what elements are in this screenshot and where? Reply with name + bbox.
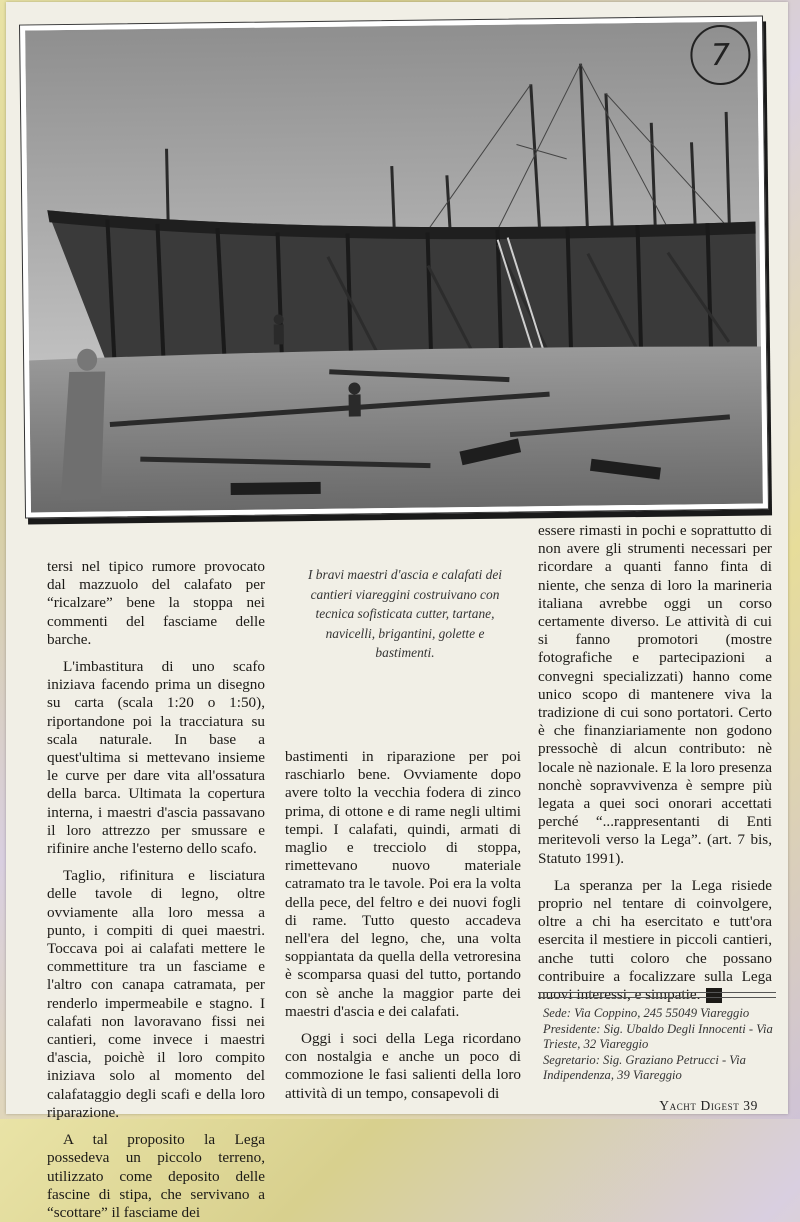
paragraph: L'imbastitura di uno scafo iniziava facendo prima un disegno su carta (scala 1:20 o 1:50), riportandone poi la tracciatura su scala naturale. In base a quest'ultima si mettevano insieme le curve per dare vita all'ossatura della barca. Ultimata la copertura interna, i maestri d'ascia passavano il loro attrezzo per smussare e rifinire anche l'esterno dello scafo. (47, 658, 265, 858)
article-column-1 (47, 558, 265, 1222)
info-presidente: Presidente: Sig. Ubaldo Degli Innocenti - Via Trieste, 32 Viareggio (543, 1021, 773, 1051)
info-separator (538, 992, 776, 998)
magazine-page (6, 2, 788, 1221)
paragraph: essere rimasti in pochi e soprattutto di non avere gli strumenti necessari per ricordare a quanti fanno finta di niente, che senza di loro la marineria italiana avrebbe oggi un corso certamente diverso. Le attività di cui si fanno promotori (mostre fotografiche e partecipazioni a convegni specializzati) hanno come unico scopo di mantenere viva la tradizione di cui sono portatori. Certo è che finanziariamente non godono pressochè di alcun contributo: nè locale nè nazionale. E la loro presenza nonchè sopravvivenza è sempre più legata a quei soci onorari accettati perché “...rappresentanti di Enti meritevoli verso la Lega”. (art. 7 bis, Statuto 1991). (538, 522, 772, 867)
article-column-3 (538, 522, 772, 1004)
info-sede: Sede: Via Coppino, 245 55049 Viareggio (543, 1006, 750, 1020)
article-column-2 (285, 748, 521, 1103)
info-segretario: Segretario: Sig. Graziano Petrucci - Via Indipendenza, 39 Viareggio (543, 1052, 746, 1082)
photo-caption: I bravi maestri d'ascia e calafati dei cantieri viareggini costruivano con tecnica sofisticata cutter, tartane, navicelli, brigantini, golette e bastimenti. (307, 567, 503, 660)
paragraph: Oggi i soci della Lega ricordano con nostalgia e anche un poco di commozione le fasi salienti della loro attività di un tempo, consapevoli di (285, 1030, 521, 1102)
paragraph-text: La speranza per la Lega risiede proprio nel tentare di coinvolgere, oltre a chi ha esercitato e tutt'ora esercita il mestiere in piccoli cantieri, anche tutti coloro che possano contribuire a focalizzare sulla Lega nuovi interessi, e simpatie. (538, 876, 772, 1004)
paragraph: tersi nel tipico rumore provocato dal mazzuolo del calafato per “ricalzare” bene la stoppa nei commenti del fasciame delle barche. (47, 558, 265, 648)
anchor-end-icon: ⚓ (706, 988, 722, 1003)
association-info (543, 1006, 779, 1084)
page-footer: Yacht Digest 39 (659, 1098, 758, 1113)
paragraph: Taglio, rifinitura e lisciatura delle tavole di legno, oltre ovviamente alla loro messa a punto, i compiti di quei maestri. Toccava poi ai calafati mettere le commettiture tra un fasciame e l'altro con canapa catramata, per renderlo impermeabile e stagno. I calafati non lavoravano fissi nei cantieri, come invece i maestri d'ascia, poichè il loro compito iniziava solo al momento del calafataggio degli scafi e della loro riparazione. (47, 867, 265, 1121)
paragraph: A tal proposito la Lega possedeva un piccolo terreno, utilizzato come deposito delle fascine di stipa, che servivano a “scottare” il fasciame dei (47, 1131, 265, 1221)
paragraph (538, 877, 772, 1004)
shipyard-photo-image (25, 22, 763, 513)
shipyard-photo (19, 15, 769, 518)
paragraph: bastimenti in riparazione per poi raschiarlo bene. Ovviamente dopo avere tolto la vecchia fodera di zinco prima, di ottone e di rame negli ultimi tempi. I calafati, quindi, armati di maglio e trecciolo di stoppa, rimettevano nuovo materiale catramato tra le tavole. Poi era la volta della pece, del feltro e dei nuovi fogli di rame. Tutto questo accadeva nell'era del legno, che, una volta soppiantata da quella della vetroresina è scomparsa quasi del tutto, portando con sè anche la maggior parte dei maestri d'ascia e dei calafati. (285, 748, 521, 1020)
page-marker-circle: 7 (690, 25, 751, 86)
